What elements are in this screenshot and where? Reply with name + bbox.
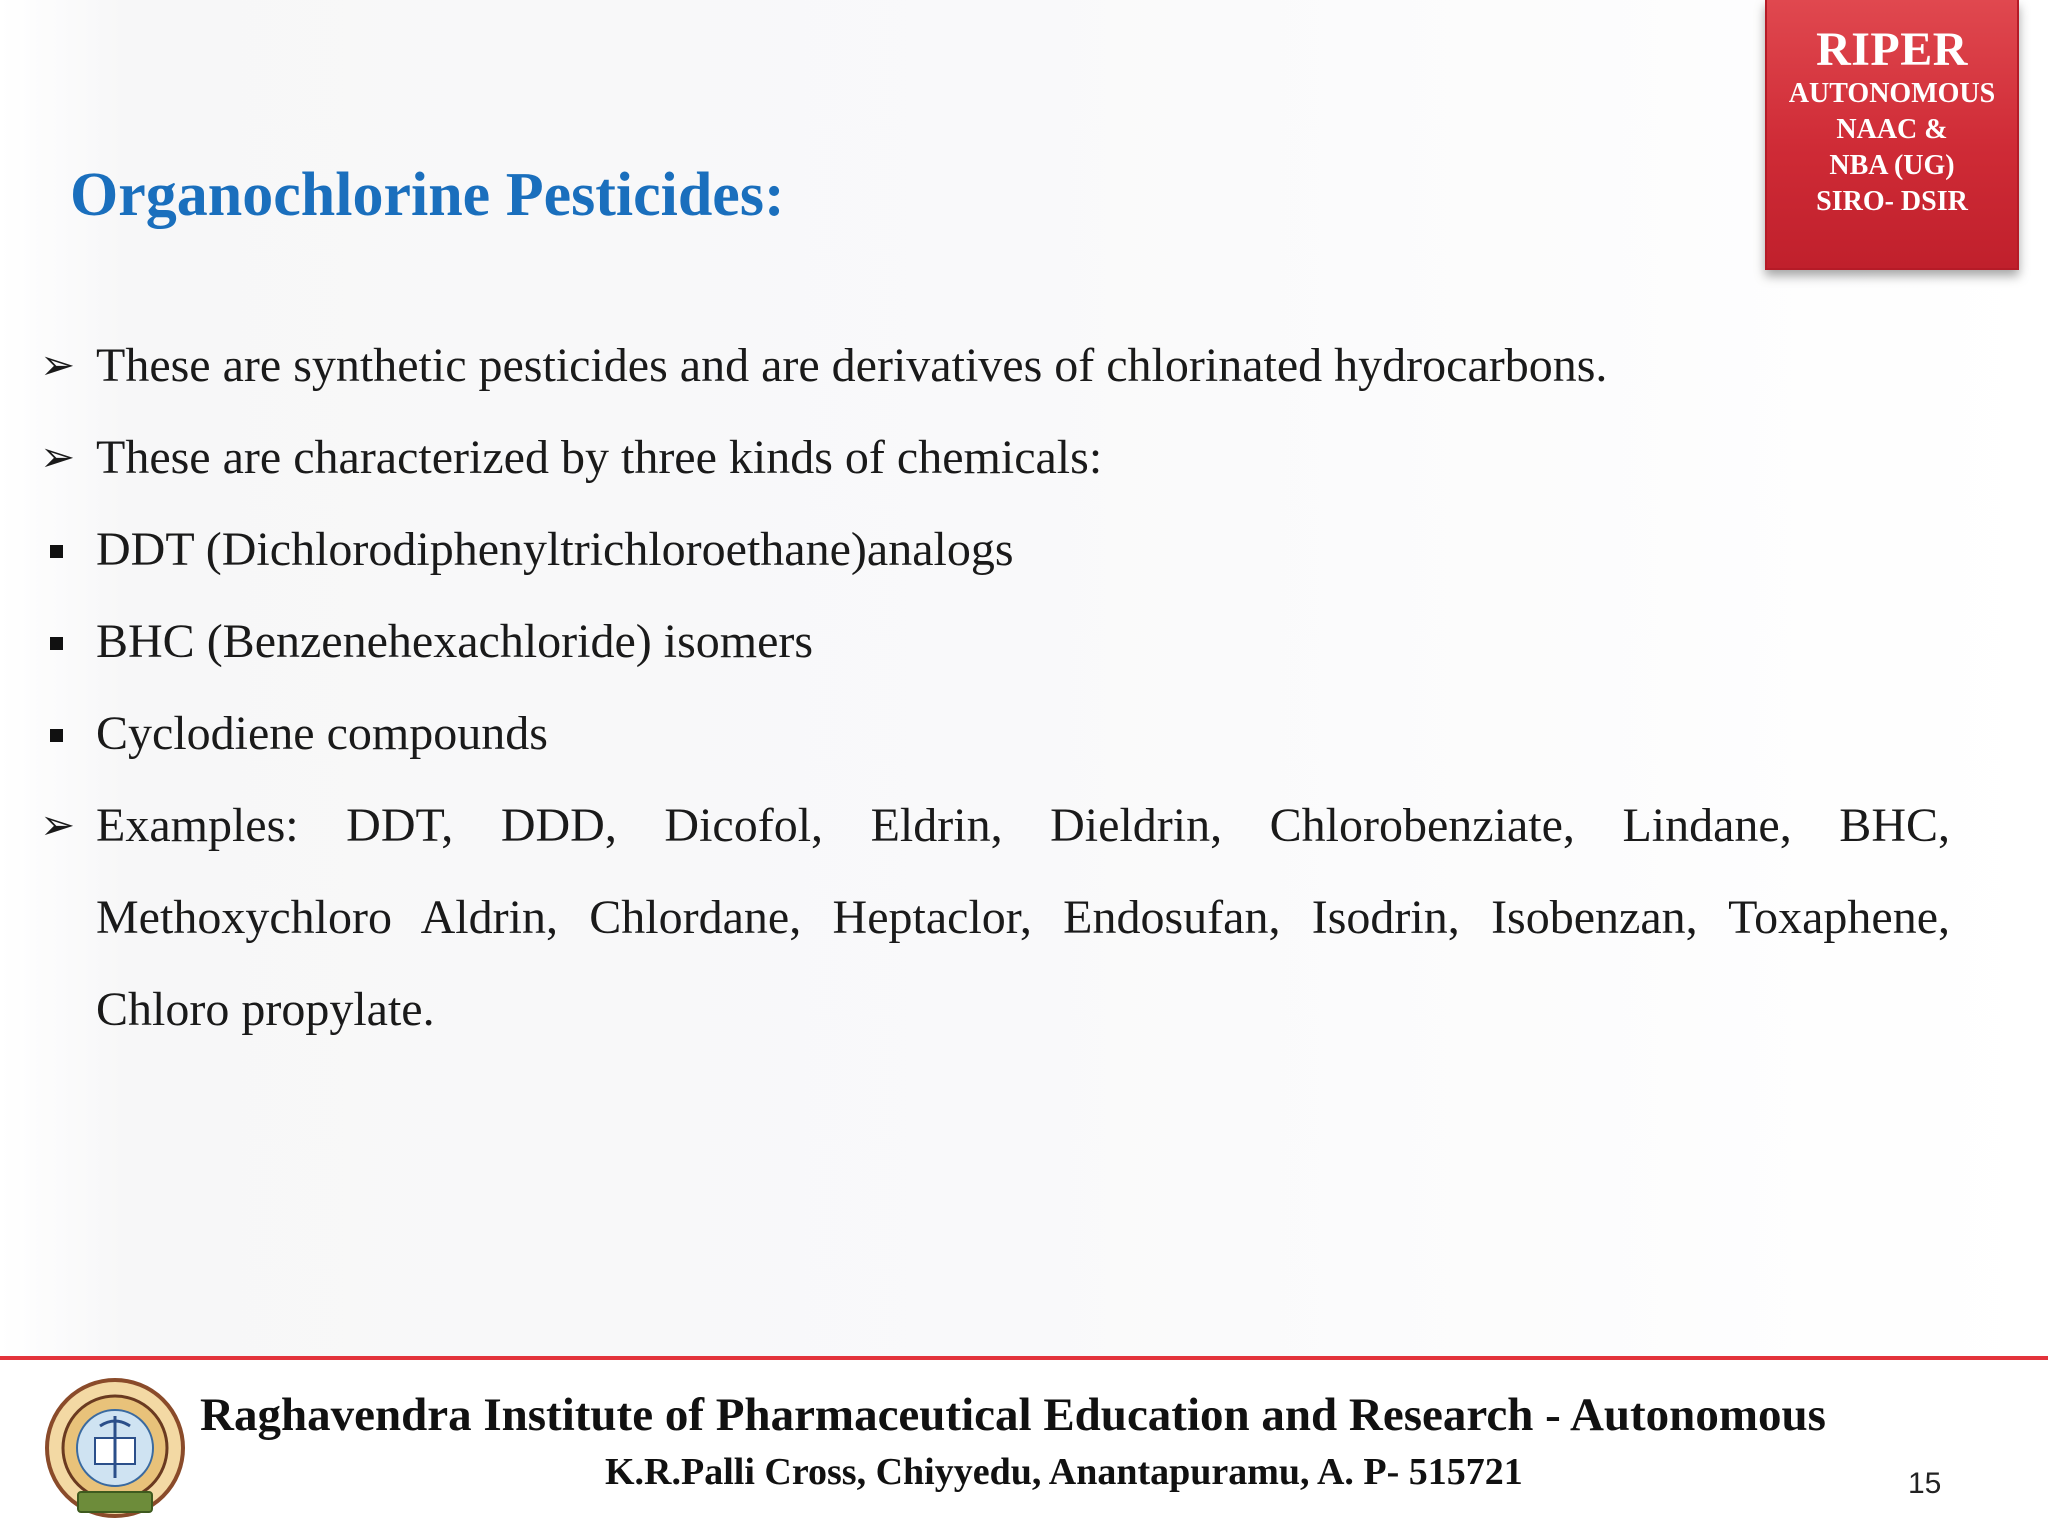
list-item-text: Examples: DDT, DDD, Dicofol, Eldrin, Dieldrin, Chlorobenziate, Lindane, BHC, Methoxychloro Aldrin, Chlordane, Heptaclor, Endosufan, Isodrin, Isobenzan, Toxaphene, Chloro propylate. [96, 799, 1950, 1036]
institute-name: Raghavendra Institute of Pharmaceutical Education and Research - Autonomous [200, 1389, 1826, 1441]
bullet-list [40, 320, 1950, 1056]
badge-title: RIPER [1816, 23, 1968, 76]
badge-line-autonomous: AUTONOMOUS [1788, 78, 1996, 109]
square-bullet-icon [40, 688, 96, 780]
list-item-text: BHC (Benzenehexachloride) isomers [96, 615, 814, 668]
list-item [40, 504, 1950, 596]
arrow-bullet-icon: ➢ [40, 343, 76, 389]
institute-logo-icon [40, 1368, 190, 1528]
accreditation-badge [1765, 0, 2019, 270]
badge-line-naac: NAAC & [1836, 114, 1948, 145]
list-item [40, 320, 1950, 412]
list-item-text: These are characterized by three kinds of chemicals: [96, 431, 1103, 484]
badge-line-siro: SIRO- DSIR [1816, 186, 1968, 217]
list-item [40, 412, 1950, 504]
slide-title: Organochlorine Pesticides: [70, 161, 785, 229]
footer-divider [0, 1356, 2048, 1360]
badge-line-nba: NBA (UG) [1829, 150, 1955, 181]
list-item-examples [40, 780, 1950, 1056]
page-number: 15 [1908, 1467, 1942, 1500]
arrow-bullet-icon: ➢ [40, 435, 76, 481]
list-item-text: Cyclodiene compounds [96, 707, 548, 760]
square-bullet-icon [40, 504, 96, 596]
institute-address: K.R.Palli Cross, Chiyyedu, Anantapuramu, A. P- 515721 [605, 1451, 1523, 1493]
square-bullet-icon [40, 596, 96, 688]
list-item-text: DDT (Dichlorodiphenyltrichloroethane)analogs [96, 523, 1014, 576]
arrow-bullet-icon: ➢ [40, 803, 76, 849]
list-item-text: These are synthetic pesticides and are derivatives of chlorinated hydrocarbons. [96, 339, 1608, 392]
list-item [40, 688, 1950, 780]
list-item [40, 596, 1950, 688]
